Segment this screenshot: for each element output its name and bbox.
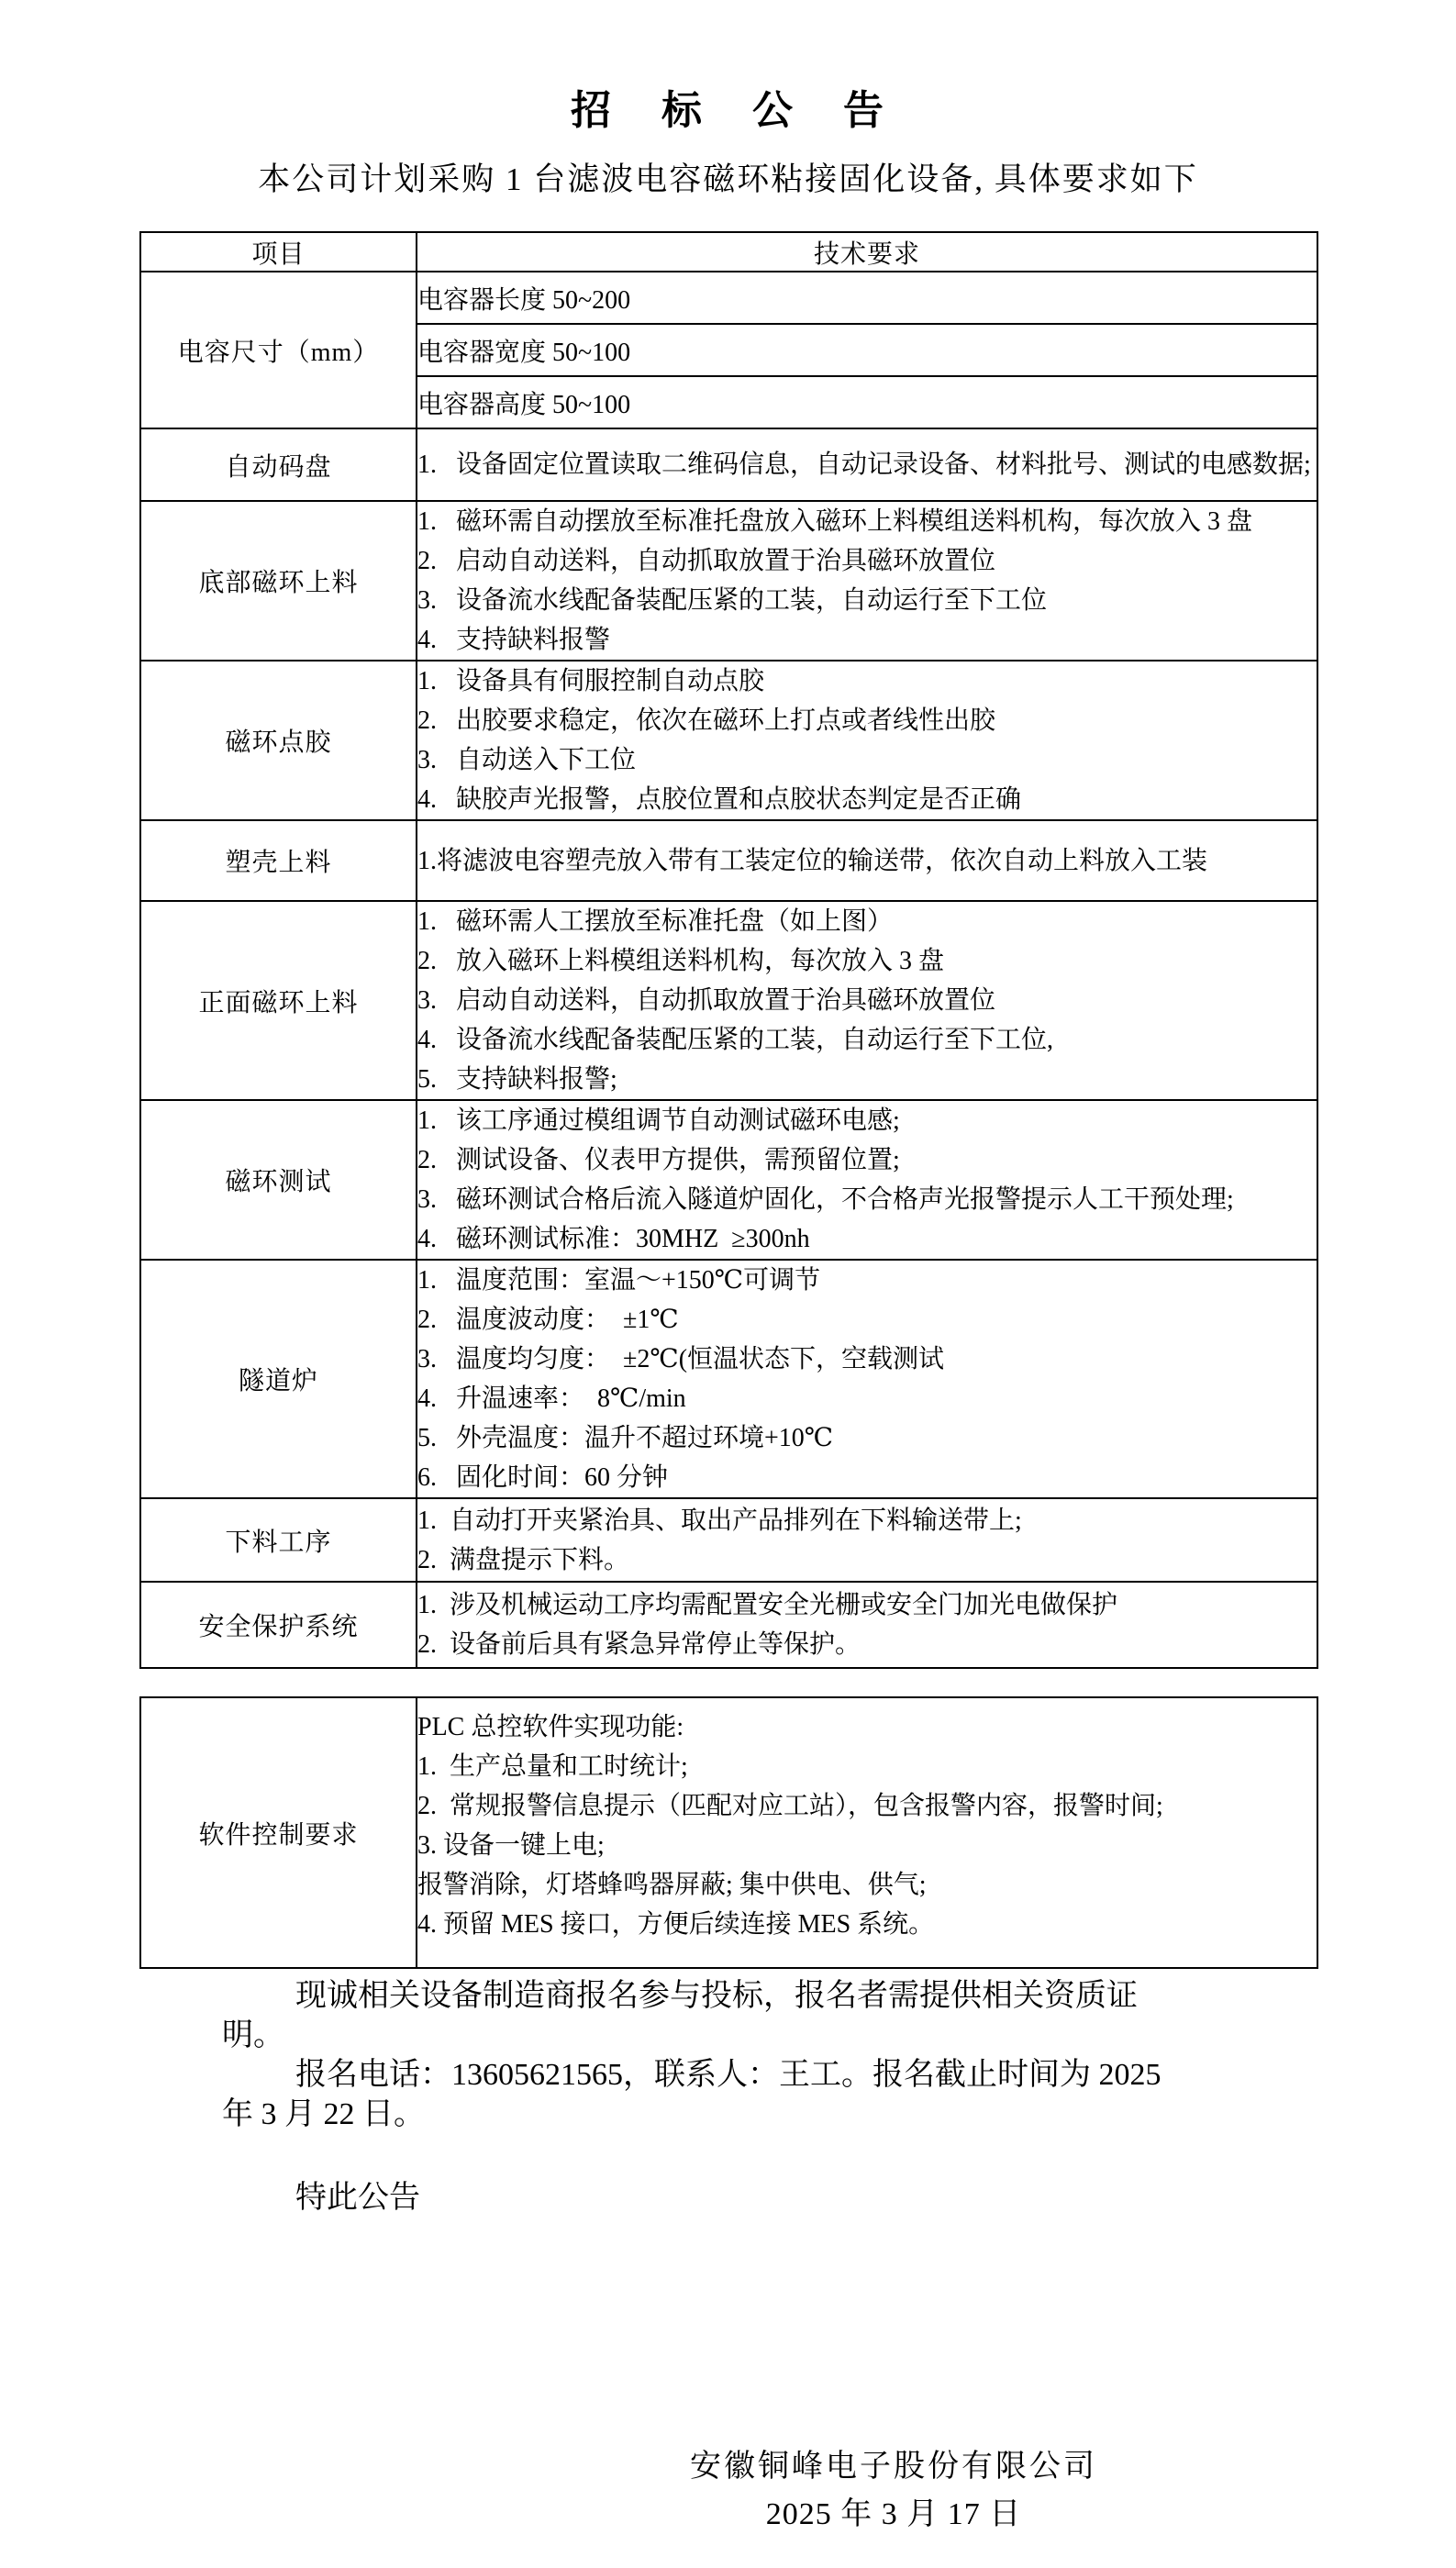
item-label-cell: 塑壳上料 <box>140 820 417 901</box>
item-label-cell: 底部磁环上料 <box>140 501 417 661</box>
contact-paragraph <box>222 2055 1317 2134</box>
paragraph-line: 报名电话：13605621565，联系人：王工。报名截止时间为 2025 <box>295 2058 1161 2092</box>
item-label-cell: 电容尺寸（mm） <box>140 272 417 428</box>
software-table-body <box>140 1697 1317 1968</box>
requirement-line: 1. 涉及机械运动工序均需配置安全光栅或安全门加光电做保护 <box>417 1591 1118 1619</box>
table-row <box>140 1582 1317 1668</box>
requirement-line: 1. 生产总量和工时统计; <box>417 1752 688 1781</box>
table-row <box>140 901 1317 1100</box>
requirement-line: 3. 设备流水线配备装配压紧的工装，自动运行至下工位 <box>417 586 1048 615</box>
requirement-line: 4. 缺胶声光报警，点胶位置和点胶状态判定是否正确 <box>417 785 1022 814</box>
paragraph-line: 年 3 月 22 日。 <box>222 2097 425 2131</box>
requirement-cell <box>417 428 1317 501</box>
item-label-cell: 磁环点胶 <box>140 661 417 820</box>
requirement-line: 1.将滤波电容塑壳放入带有工装定位的输送带，依次自动上料放入工装 <box>417 846 1208 875</box>
table-row <box>140 428 1317 501</box>
table-row <box>140 1498 1317 1582</box>
paragraph-line: 明。 <box>222 2018 284 2052</box>
requirement-line: 2. 常规报警信息提示（匹配对应工站），包含报警内容，报警时间; <box>417 1792 1163 1820</box>
requirement-line: 3. 自动送入下工位 <box>417 746 637 774</box>
requirement-line: 1. 自动打开夹紧治具、取出产品排列在下料输送带上; <box>417 1506 1022 1535</box>
requirement-line: 4. 升温速率： 8℃/min <box>417 1384 686 1413</box>
intro-text: 本公司计划采购 1 台滤波电容磁环粘接固化设备, 具体要求如下 <box>258 161 1198 197</box>
table-row <box>140 1100 1317 1260</box>
table-header-row <box>140 232 1317 272</box>
item-label-cell: 磁环测试 <box>140 1100 417 1260</box>
requirement-line: 1. 设备固定位置读取二维码信息，自动记录设备、材料批号、测试的电感数据; <box>417 450 1311 479</box>
requirement-line: 2. 测试设备、仪表甲方提供，需预留位置; <box>417 1146 900 1174</box>
requirement-cell <box>417 820 1317 901</box>
spec-subrow-cell: 电容器长度 50~200 <box>417 272 1317 324</box>
requirement-line: 6. 固化时间：60 分钟 <box>417 1463 669 1492</box>
table-row <box>140 501 1317 661</box>
requirement-cell <box>417 661 1317 820</box>
requirement-line: 2. 出胶要求稳定，依次在磁环上打点或者线性出胶 <box>417 706 996 735</box>
requirement-line: 4. 支持缺料报警 <box>417 626 611 654</box>
item-label-cell: 隧道炉 <box>140 1260 417 1498</box>
requirement-line: 3. 启动自动送料，自动抓取放置于治具磁环放置位 <box>417 986 996 1015</box>
item-label-cell: 自动码盘 <box>140 428 417 501</box>
date-text: 2025 年 3 月 17 日 <box>765 2497 1022 2531</box>
requirement-line: 3. 温度均匀度： ±2℃(恒温状态下，空载测试 <box>417 1345 945 1373</box>
page-title: 招 标 公 告 <box>571 88 885 133</box>
item-label-cell: 下料工序 <box>140 1498 417 1582</box>
requirement-line: 2. 放入磁环上料模组送料机构，每次放入 3 盘 <box>417 947 945 975</box>
requirement-line: 2. 启动自动送料，自动抓取放置于治具磁环放置位 <box>417 547 996 575</box>
spec-subrow-cell: 电容器高度 50~100 <box>417 376 1317 428</box>
item-label-cell: 正面磁环上料 <box>140 901 417 1100</box>
requirement-cell <box>417 1582 1317 1668</box>
requirement-line: 2. 温度波动度： ±1℃ <box>417 1306 679 1334</box>
table-row <box>140 272 1317 324</box>
notice-text: 特此公告 <box>295 2181 420 2215</box>
table-row <box>140 1697 1317 1968</box>
requirement-line: 3. 设备一键上电; <box>417 1831 605 1860</box>
signature-block <box>690 2447 1097 2535</box>
requirement-line: 5. 支持缺料报警; <box>417 1065 617 1094</box>
column-header: 项目 <box>140 232 417 272</box>
requirement-line: 4. 预留 MES 接口，方便后续连接 MES 系统。 <box>417 1910 935 1939</box>
requirement-cell <box>417 1100 1317 1260</box>
requirement-line: 2. 满盘提示下料。 <box>417 1545 630 1574</box>
spec-subrow-cell: 电容器宽度 50~100 <box>417 324 1317 376</box>
requirement-cell <box>417 1498 1317 1582</box>
requirement-line: 1. 温度范围：室温～+150℃可调节 <box>417 1266 821 1295</box>
requirement-line: 3. 磁环测试合格后流入隧道炉固化，不合格声光报警提示人工干预处理; <box>417 1185 1234 1214</box>
item-label-cell: 软件控制要求 <box>140 1697 417 1968</box>
software-table <box>139 1696 1318 1969</box>
requirement-line: 1. 该工序通过模组调节自动测试磁环电感; <box>417 1106 900 1135</box>
requirements-table-body <box>140 272 1317 1668</box>
requirement-line: 2. 设备前后具有紧急异常停止等保护。 <box>417 1630 861 1659</box>
requirement-line: 4. 设备流水线配备装配压紧的工装，自动运行至下工位, <box>417 1026 1054 1054</box>
requirement-cell <box>417 901 1317 1100</box>
requirement-line: PLC 总控软件实现功能: <box>417 1713 684 1741</box>
requirement-cell <box>417 1697 1317 1968</box>
requirement-cell <box>417 1260 1317 1498</box>
invitation-paragraph <box>222 1976 1317 2055</box>
table-row <box>140 661 1317 820</box>
company-name: 安徽铜峰电子股份有限公司 <box>690 2450 1097 2484</box>
table-row <box>140 820 1317 901</box>
table-row <box>140 1260 1317 1498</box>
requirement-line: 1. 磁环需人工摆放至标准托盘（如上图） <box>417 907 894 936</box>
requirement-line: 报警消除，灯塔蜂鸣器屏蔽; 集中供电、供气; <box>417 1871 927 1899</box>
requirement-line: 4. 磁环测试标准：30MHZ ≥300nh <box>417 1225 810 1253</box>
requirements-table <box>139 231 1318 1669</box>
requirements-table-header <box>140 232 1317 272</box>
column-header: 技术要求 <box>417 232 1317 272</box>
paragraph-line: 现诚相关设备制造商报名参与投标，报名者需提供相关资质证 <box>295 1979 1138 2013</box>
item-label-cell: 安全保护系统 <box>140 1582 417 1668</box>
requirement-line: 5. 外壳温度：温升不超过环境+10℃ <box>417 1424 834 1452</box>
requirement-line: 1. 设备具有伺服控制自动点胶 <box>417 667 765 695</box>
requirement-cell <box>417 501 1317 661</box>
requirement-line: 1. 磁环需自动摆放至标准托盘放入磁环上料模组送料机构，每次放入 3 盘 <box>417 507 1253 536</box>
